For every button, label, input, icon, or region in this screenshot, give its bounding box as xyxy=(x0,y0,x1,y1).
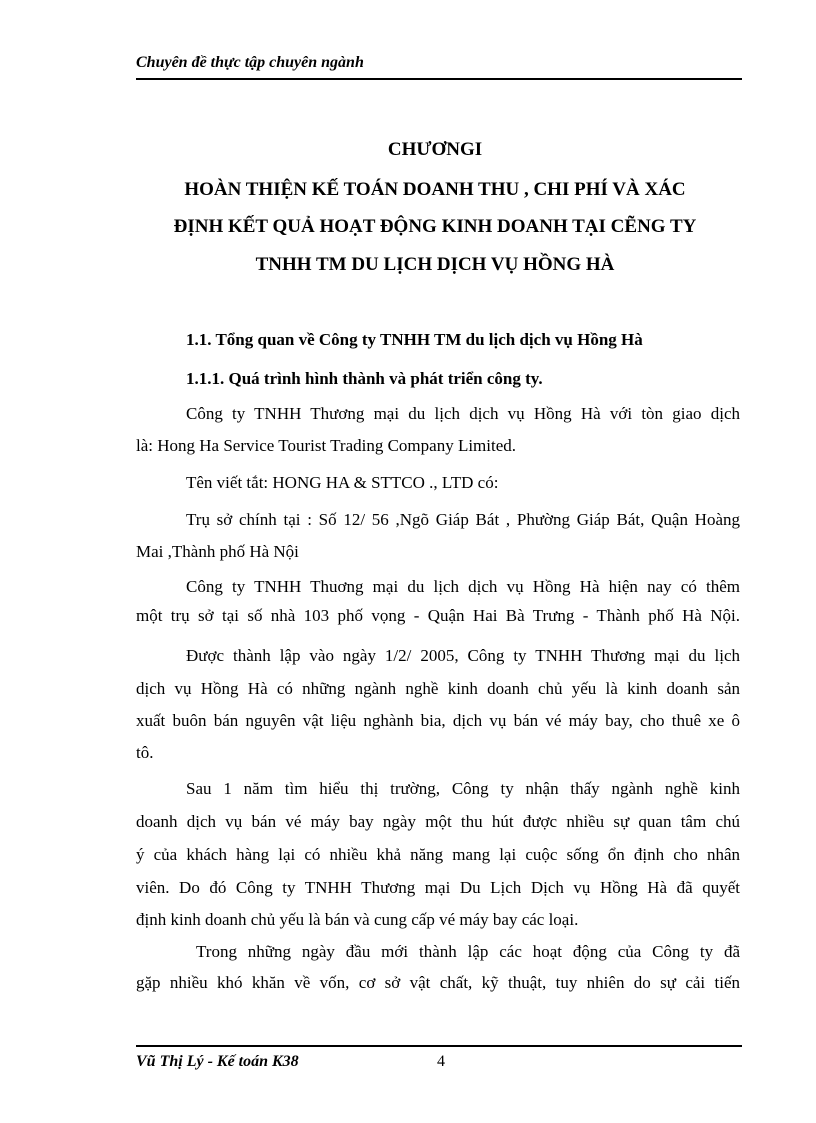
text-line: doanh dịch vụ bán vé máy bay ngày một thu hút được nhiều sự quan tâm chú xyxy=(136,812,740,831)
text-line: Mai ,Thành phố Hà Nội xyxy=(136,542,299,561)
chapter-title-line-1: HOÀN THIỆN KẾ TOÁN DOANH THU , CHI PHÍ VÀ XÁC xyxy=(184,179,686,200)
section-heading: 1.1. Tổng quan về Công ty TNHH TM du lịch dịch vụ Hồng Hà xyxy=(186,330,643,349)
text-line: là: Hong Ha Service Tourist Trading Company Limited. xyxy=(136,436,517,455)
text-line: tô. xyxy=(136,743,154,762)
chapter-title-line-2: ĐỊNH KẾT QUẢ HOẠT ĐỘNG KINH DOANH TẠI CẼNG TY xyxy=(173,216,697,237)
text-line: Công ty TNHH Thương mại du lịch dịch vụ Hồng Hà với tòn giao dịch xyxy=(186,404,740,423)
header-rule xyxy=(136,78,742,80)
chapter-title-line-3: TNHH TM DU LỊCH DỊCH VỤ HỒNG HÀ xyxy=(255,254,615,275)
text-line: Được thành lập vào ngày 1/2/ 2005, Công ty TNHH Thương mại du lịch xyxy=(186,646,740,665)
text-line: gặp nhiều khó khăn về vốn, cơ sở vật chất, kỹ thuật, tuy nhiên do sự cải tiến xyxy=(136,973,740,992)
text-line: xuất buôn bán nguyên vật liệu nghành bia, dịch vụ bán vé máy bay, cho thuê xe ô xyxy=(136,711,740,730)
subsection-heading: 1.1.1. Quá trình hình thành và phát triển công ty. xyxy=(186,369,543,388)
page-number: 4 xyxy=(437,1053,445,1070)
text-line: Tên viết tắt: HONG HA & STTCO ., LTD có: xyxy=(186,473,499,492)
text-line: Công ty TNHH Thuơng mại du lịch dịch vụ Hồng Hà hiện nay có thêm xyxy=(186,577,740,596)
text-line: định kinh doanh chủ yếu là bán và cung cấp vé máy bay các loại. xyxy=(136,910,579,929)
text-line: một trụ sở tại số nhà 103 phố vọng - Quận Hai Bà Trưng - Thành phố Hà Nội. xyxy=(136,606,740,625)
footer-author: Vũ Thị Lý - Kế toán K38 xyxy=(136,1053,299,1070)
text-line: ý của khách hàng lại có nhiều khả năng mang lại cuộc sống ổn định cho nhân xyxy=(136,845,740,864)
text-line: Trụ sở chính tại : Số 12/ 56 ,Ngõ Giáp Bát , Phường Giáp Bát, Quận Hoàng xyxy=(186,510,740,529)
footer-rule xyxy=(136,1045,742,1047)
chapter-number: CHƯƠNGI xyxy=(387,139,483,160)
text-line: Sau 1 năm tìm hiểu thị trường, Công ty nhận thấy ngành nghề kinh xyxy=(186,779,740,798)
header-title: Chuyên đề thực tập chuyên ngành xyxy=(136,54,364,71)
text-line: dịch vụ Hồng Hà có những ngành nghề kinh doanh chủ yếu là kinh doanh sản xyxy=(136,679,740,698)
text-line: Trong những ngày đầu mới thành lập các hoạt động của Công ty đã xyxy=(196,942,740,961)
text-line: viên. Do đó Công ty TNHH Thương mại Du Lịch Dịch vụ Hồng Hà đã quyết xyxy=(136,878,740,897)
